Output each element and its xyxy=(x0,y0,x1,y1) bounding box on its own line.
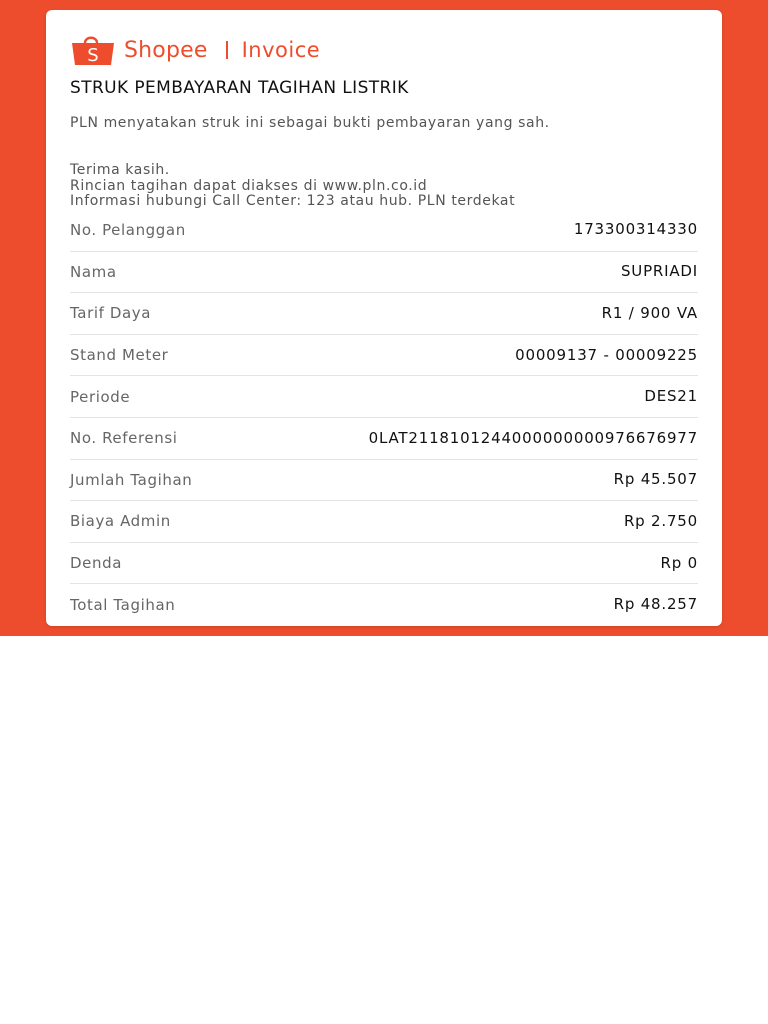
shopee-bag-icon xyxy=(68,34,118,66)
row-value: 00009137 - 00009225 xyxy=(515,345,698,364)
bill-details xyxy=(70,209,698,625)
row-value: SUPRIADI xyxy=(620,262,698,281)
row-label: Tarif Daya xyxy=(70,304,152,323)
row-name xyxy=(70,251,698,293)
row-value: 173300314330 xyxy=(573,220,698,239)
row-value: Rp 2.750 xyxy=(623,511,698,530)
row-period xyxy=(70,375,698,417)
row-label: No. Pelanggan xyxy=(70,220,186,239)
row-value: 0LAT2118101244000000000976676977 xyxy=(368,428,698,447)
row-label: Periode xyxy=(70,387,131,406)
row-value: DES21 xyxy=(644,387,698,406)
row-penalty xyxy=(70,542,698,584)
row-label: Biaya Admin xyxy=(70,512,171,531)
row-customer-number xyxy=(70,209,698,251)
header-divider xyxy=(226,41,228,59)
row-label: Jumlah Tagihan xyxy=(70,470,193,489)
row-total xyxy=(70,583,698,625)
row-reference xyxy=(70,417,698,459)
receipt-title: STRUK PEMBAYARAN TAGIHAN LISTRIK xyxy=(70,78,409,98)
row-value: Rp 0 xyxy=(660,553,698,572)
row-bill-amount xyxy=(70,459,698,501)
row-label: Total Tagihan xyxy=(70,595,176,614)
details-info-text: Rincian tagihan dapat diakses di www.pln.co.id xyxy=(70,177,428,194)
brand-name: Shopee xyxy=(124,37,208,63)
row-label: Denda xyxy=(70,554,122,573)
row-label: Nama xyxy=(70,262,117,281)
row-value: Rp 45.507 xyxy=(613,470,698,489)
row-label: Stand Meter xyxy=(70,346,169,365)
row-meter-reading xyxy=(70,334,698,376)
row-label: No. Referensi xyxy=(70,429,178,448)
invoice-header xyxy=(68,30,320,70)
payment-statement: PLN menyatakan struk ini sebagai bukti pembayaran yang sah. xyxy=(70,115,550,131)
thanks-text: Terima kasih. xyxy=(70,162,170,178)
row-admin-fee xyxy=(70,500,698,542)
row-tariff xyxy=(70,292,698,334)
row-value: Rp 48.257 xyxy=(613,595,698,614)
row-value: R1 / 900 VA xyxy=(601,303,698,322)
receipt-info xyxy=(70,163,710,210)
logo-letter: S xyxy=(87,45,99,66)
document-type: Invoice xyxy=(241,38,321,62)
invoice-card xyxy=(46,10,722,626)
contact-info-text: Informasi hubungi Call Center: 123 atau hub. PLN terdekat xyxy=(70,193,516,209)
